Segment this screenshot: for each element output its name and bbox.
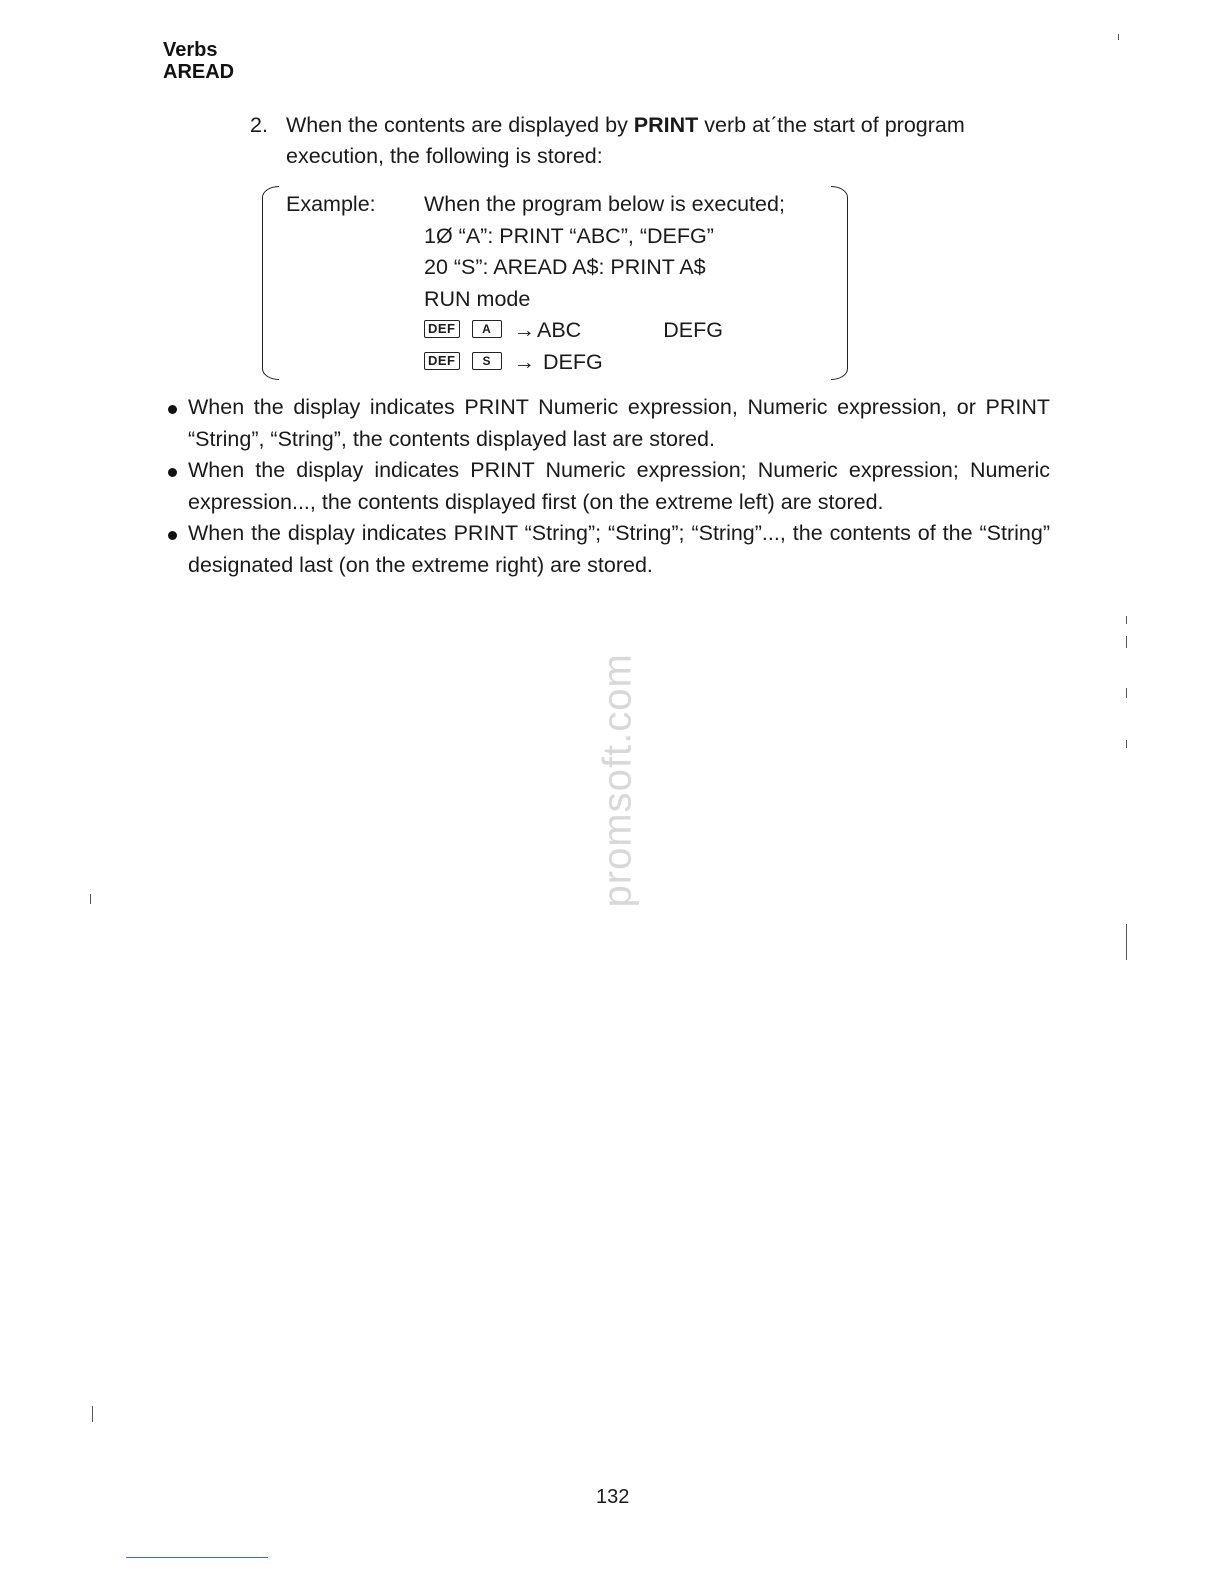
item-number: 2. xyxy=(250,113,268,137)
section-title: Verbs xyxy=(163,39,218,61)
bullet-text: When the display indicates PRINT “String”; “String”; “String”..., the contents of the “String” designated last (on the extreme right) are stored. xyxy=(188,521,1050,577)
scan-speck xyxy=(1126,688,1127,698)
verb-title: AREAD xyxy=(163,61,235,83)
bullet-item xyxy=(166,518,1050,581)
example-key-line-1 xyxy=(424,315,785,347)
example-line-4: RUN mode xyxy=(424,286,531,311)
def-key-icon: DEF xyxy=(424,352,460,370)
bullet-text: When the display indicates PRINT Numeric expression, Numeric expression, or PRINT “String”, “String”, the contents displayed last are stored. xyxy=(188,395,1050,451)
arrow-icon: → xyxy=(513,318,535,342)
bullet-list xyxy=(166,392,1050,581)
example-box xyxy=(262,186,848,380)
item-text xyxy=(286,110,1050,172)
bullet-text: When the display indicates PRINT Numeric expression; Numeric expression; Numeric expression..., the contents displayed first (on the extreme left) are stored. xyxy=(188,458,1050,514)
scan-speck xyxy=(1126,636,1127,648)
bullet-dot-icon xyxy=(168,468,177,477)
item-text-bold: PRINT xyxy=(633,113,699,137)
numbered-item-2 xyxy=(250,110,1050,172)
def-key-icon: DEF xyxy=(424,320,460,338)
footer-rule xyxy=(126,1557,268,1558)
result-abc: ABC xyxy=(537,318,582,342)
example-label: Example: xyxy=(286,192,376,216)
example-lines xyxy=(424,189,785,378)
example-line-3: 20 “S”: AREAD A$: PRINT A$ xyxy=(424,255,706,279)
bullet-dot-icon xyxy=(168,531,177,540)
bullet-item xyxy=(166,455,1050,518)
example-key-line-2 xyxy=(424,347,785,379)
scan-speck xyxy=(1126,924,1127,960)
s-key-icon: S xyxy=(472,352,502,370)
bullet-item xyxy=(166,392,1050,455)
watermark: promsoft.com xyxy=(595,653,640,908)
arrow-icon: → xyxy=(513,349,535,374)
scan-speck xyxy=(92,1406,93,1422)
page-number: 132 xyxy=(596,1486,630,1508)
result-defg: DEFG xyxy=(663,318,723,342)
scan-speck xyxy=(90,894,91,904)
right-bracket xyxy=(831,186,848,380)
bullet-dot-icon xyxy=(168,405,177,414)
scan-speck xyxy=(1126,616,1127,624)
item-text-post: verb atˊthe start of program execution, the following is stored: xyxy=(286,113,965,168)
page-header xyxy=(163,39,234,83)
example-line-2: 1Ø “A”: PRINT “ABC”, “DEFG” xyxy=(424,223,714,248)
a-key-icon: A xyxy=(472,320,502,338)
left-bracket xyxy=(262,186,279,380)
item-text-pre: When the contents are displayed by xyxy=(286,113,634,137)
result-defg-2: DEFG xyxy=(537,349,603,374)
example-line-1: When the program below is executed; xyxy=(424,192,785,216)
scan-speck xyxy=(1126,740,1127,748)
scan-speck xyxy=(1118,34,1119,40)
